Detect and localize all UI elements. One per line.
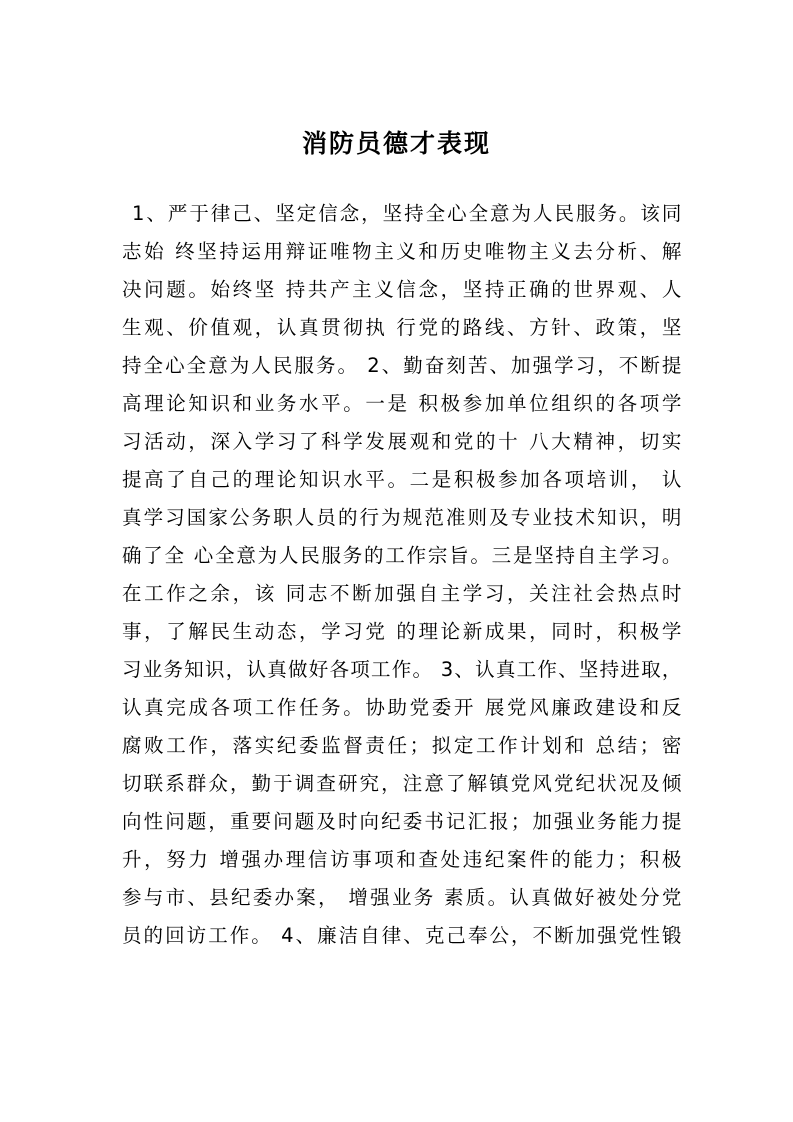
document-body — [122, 195, 682, 955]
body-line: 事，了解民生动态，学习党 的理论新成果，同时，积极学 — [122, 620, 682, 643]
body-line: 习业务知识，认真做好各项工作。 3、认真工作、坚持进取， — [122, 658, 682, 681]
body-line: 员的回访工作。 4、廉洁自律、克己奉公，不断加强党性锻 — [122, 924, 682, 947]
body-line: 升，努力 增强办理信访事项和查处违纪案件的能力；积极 — [122, 848, 682, 871]
body-line: 确了全 心全意为人民服务的工作宗旨。三是坚持自主学习。 — [122, 544, 682, 567]
body-line: 真学习国家公务职人员的行为规范准则及专业技术知识，明 — [122, 506, 682, 529]
document-title: 消防员德才表现 — [301, 129, 491, 158]
body-line: 习活动，深入学习了科学发展观和党的十 八大精神，切实 — [122, 430, 682, 453]
body-line: 1、严于律己、坚定信念，坚持全心全意为人民服务。该同 — [132, 202, 682, 225]
body-line: 生观、价值观，认真贯彻执 行党的路线、方针、政策，坚 — [122, 316, 682, 339]
body-line: 参与市、县纪委办案， 增强业务 素质。认真做好被处分党 — [122, 886, 682, 909]
body-line: 高理论知识和业务水平。一是 积极参加单位组织的各项学 — [122, 392, 682, 415]
body-line: 腐败工作，落实纪委监督责任；拟定工作计划和 总结；密 — [122, 734, 682, 757]
body-line: 在工作之余，该 同志不断加强自主学习，关注社会热点时 — [122, 582, 682, 605]
body-line: 提高了自己的理论知识水平。二是积极参加各项培训， 认 — [122, 468, 682, 491]
body-line: 切联系群众，勤于调查研究，注意了解镇党风党纪状况及倾 — [122, 772, 682, 795]
body-line: 决问题。始终坚 持共产主义信念，坚持正确的世界观、人 — [122, 278, 682, 301]
body-line: 向性问题，重要问题及时向纪委书记汇报；加强业务能力提 — [122, 810, 682, 833]
body-line: 志始 终坚持运用辩证唯物主义和历史唯物主义去分析、解 — [122, 240, 682, 263]
body-line: 认真完成各项工作任务。协助党委开 展党风廉政建设和反 — [122, 696, 682, 719]
body-line: 持全心全意为人民服务。 2、勤奋刻苦、加强学习，不断提 — [122, 354, 682, 377]
